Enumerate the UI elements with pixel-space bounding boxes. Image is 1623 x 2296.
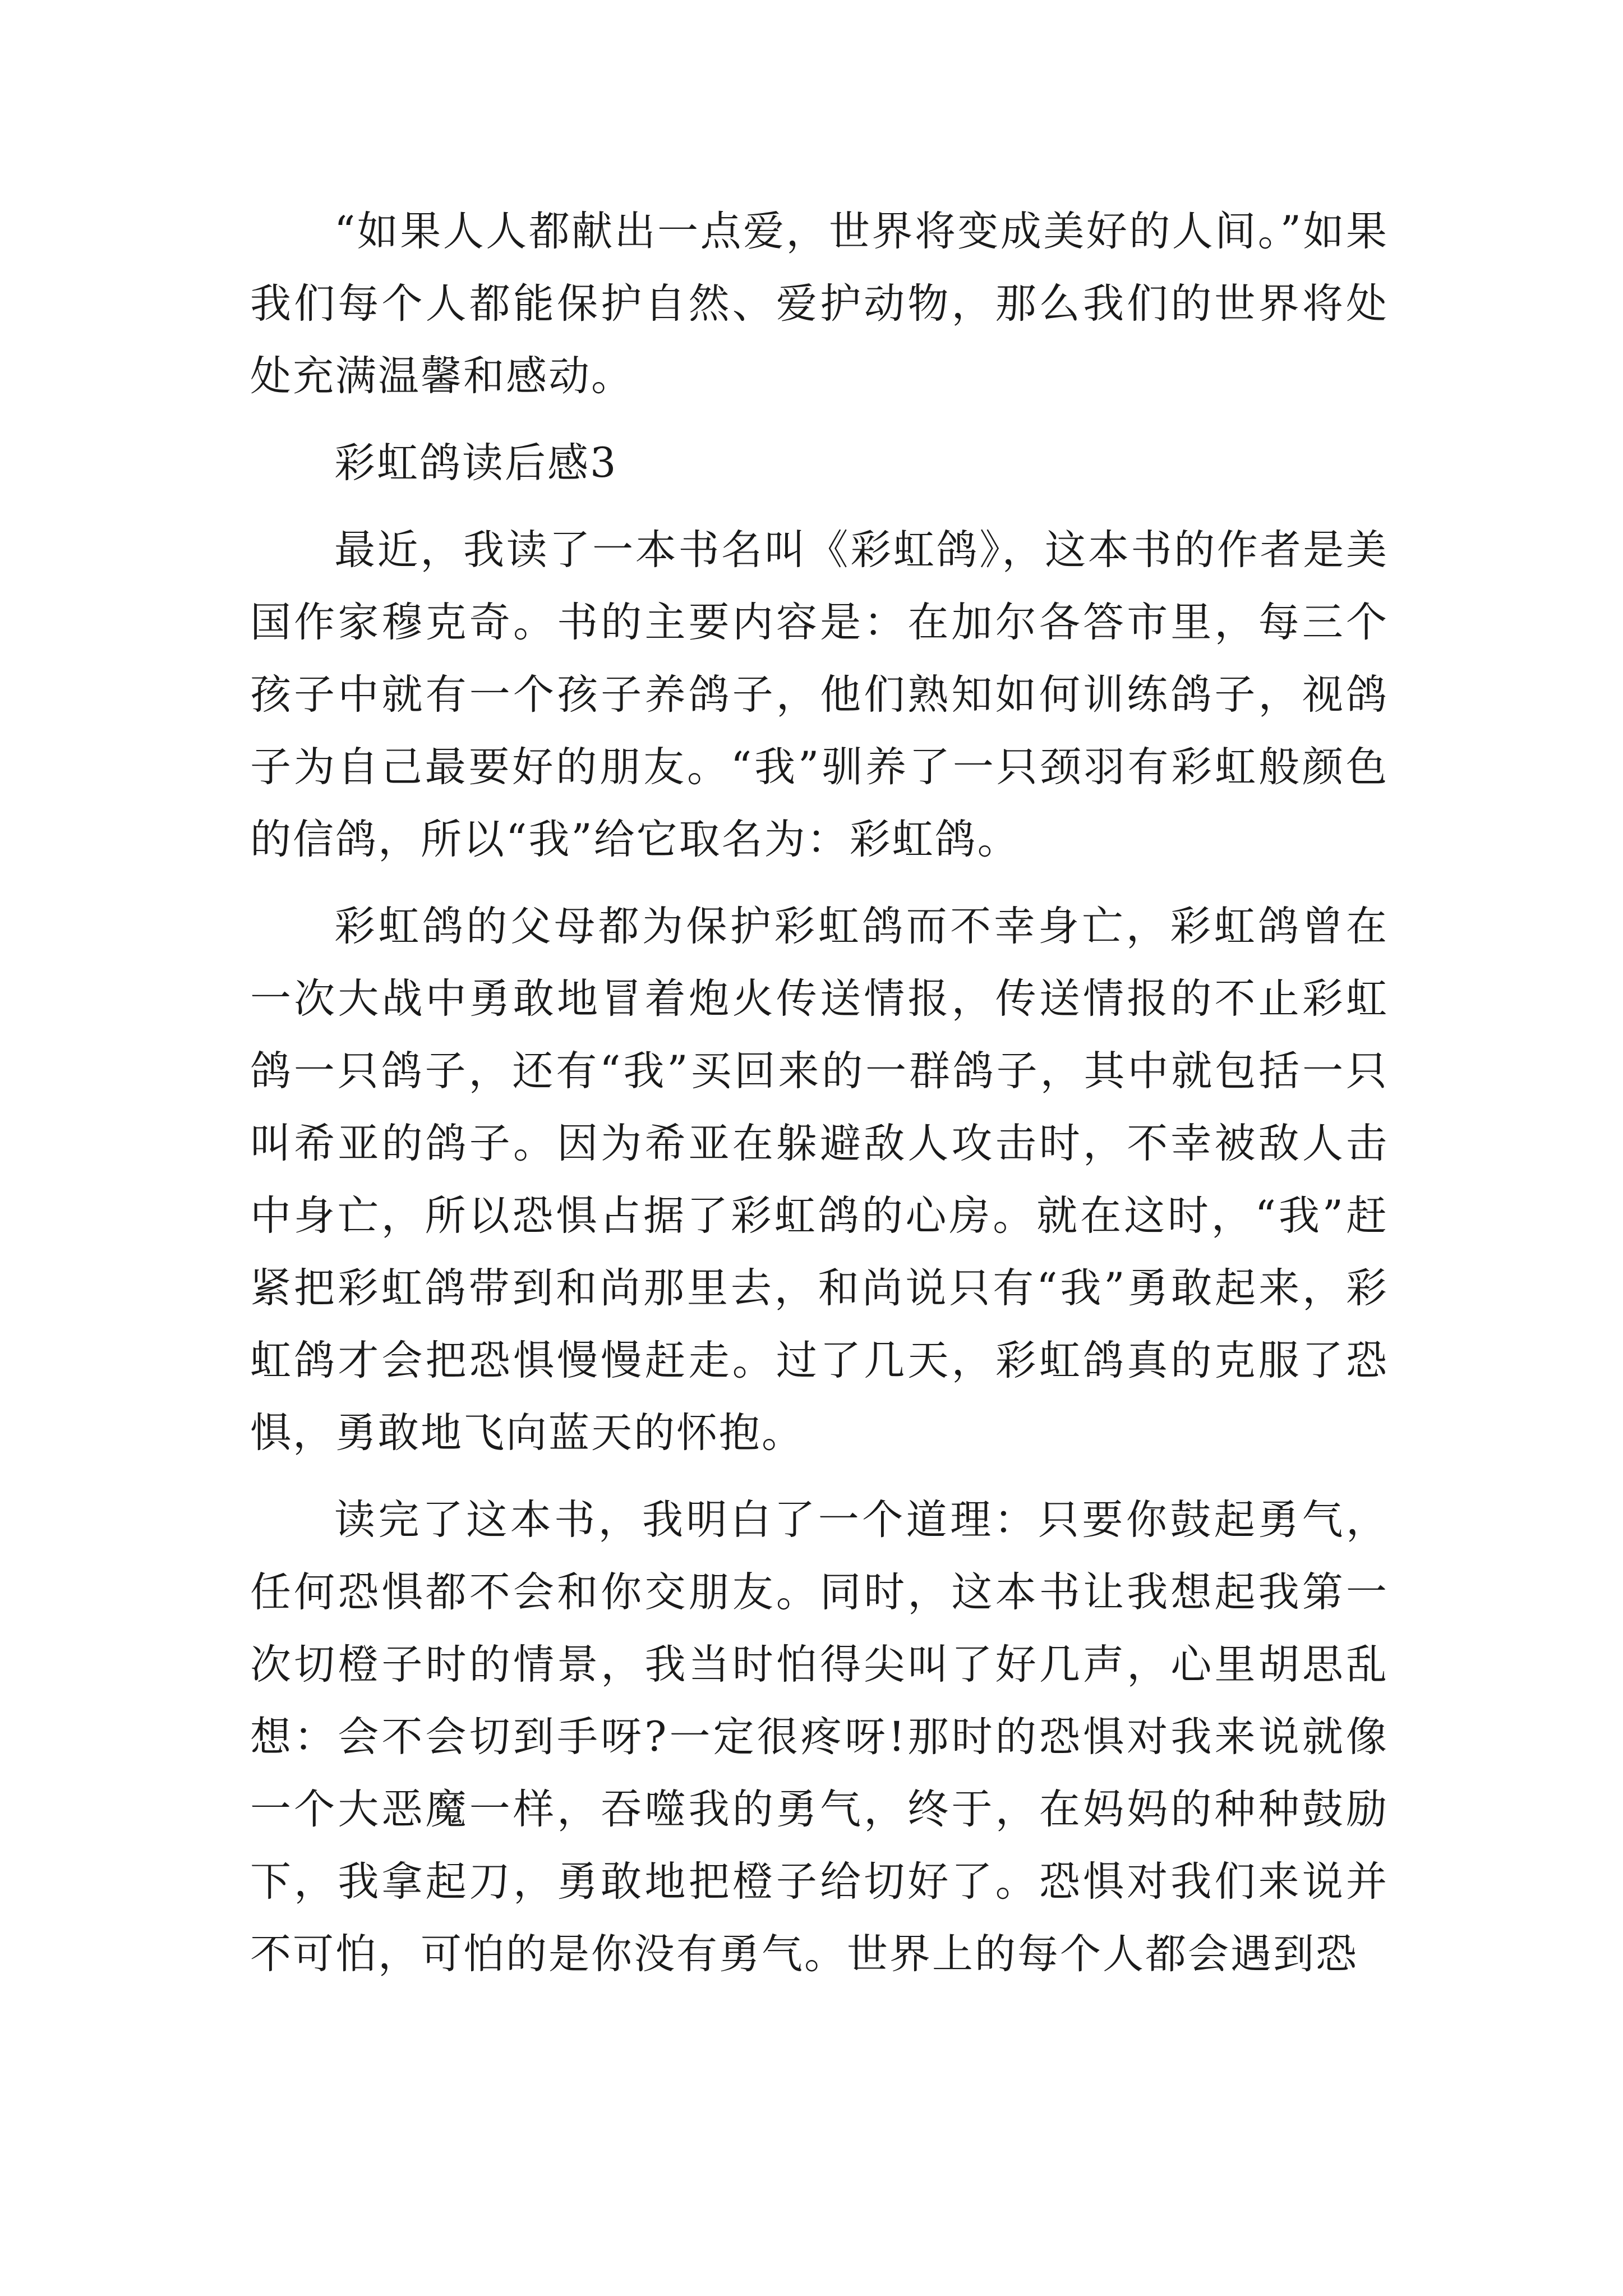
paragraph-intro-quote: “如果人人都献出一点爱，世界将变成美好的人间。”如果我们每个人都能保护自然、爱护动物，那么我们的世界将处处充满温馨和感动。 <box>250 208 1389 400</box>
document-body <box>250 195 1389 1990</box>
paragraph-story: 彩虹鸽的父母都为保护彩虹鸽而不幸身亡，彩虹鸽曾在一次大战中勇敢地冒着炮火传送情报，传送情报的不止彩虹鸽一只鸽子，还有“我”买回来的一群鸽子，其中就包括一只叫希亚的鸽子。因为希亚在躲避敌人攻击时，不幸被敌人击中身亡，所以恐惧占据了彩虹鸽的心房。就在这时，“我”赶紧把彩虹鸽带到和尚那里去，和尚说只有“我”勇敢起来，彩虹鸽才会把恐惧慢慢赶走。过了几天，彩虹鸽真的克服了恐惧，勇敢地飞向蓝天的怀抱。 <box>250 903 1389 1457</box>
paragraph-reflection: 读完了这本书，我明白了一个道理：只要你鼓起勇气，任何恐惧都不会和你交朋友。同时，这本书让我想起我第一次切橙子时的情景，我当时怕得尖叫了好几声，心里胡思乱想：会不会切到手呀?一定很疼呀!那时的恐惧对我来说就像一个大恶魔一样，吞噬我的勇气，终于，在妈妈的种种鼓励下，我拿起刀，勇敢地把橙子给切好了。恐惧对我们来说并不可怕，可怕的是你没有勇气。世界上的每个人都会遇到恐 <box>250 1496 1389 1978</box>
section-heading: 彩虹鸽读后感3 <box>334 439 618 487</box>
paragraph-book-summary: 最近，我读了一本书名叫《彩虹鸽》，这本书的作者是美国作家穆克奇。书的主要内容是：在加尔各答市里，每三个孩子中就有一个孩子养鸽子，他们熟知如何训练鸽子，视鸽子为自己最要好的朋友。“我”驯养了一只颈羽有彩虹般颜色的信鸽，所以“我”给它取名为：彩虹鸽。 <box>250 526 1389 863</box>
